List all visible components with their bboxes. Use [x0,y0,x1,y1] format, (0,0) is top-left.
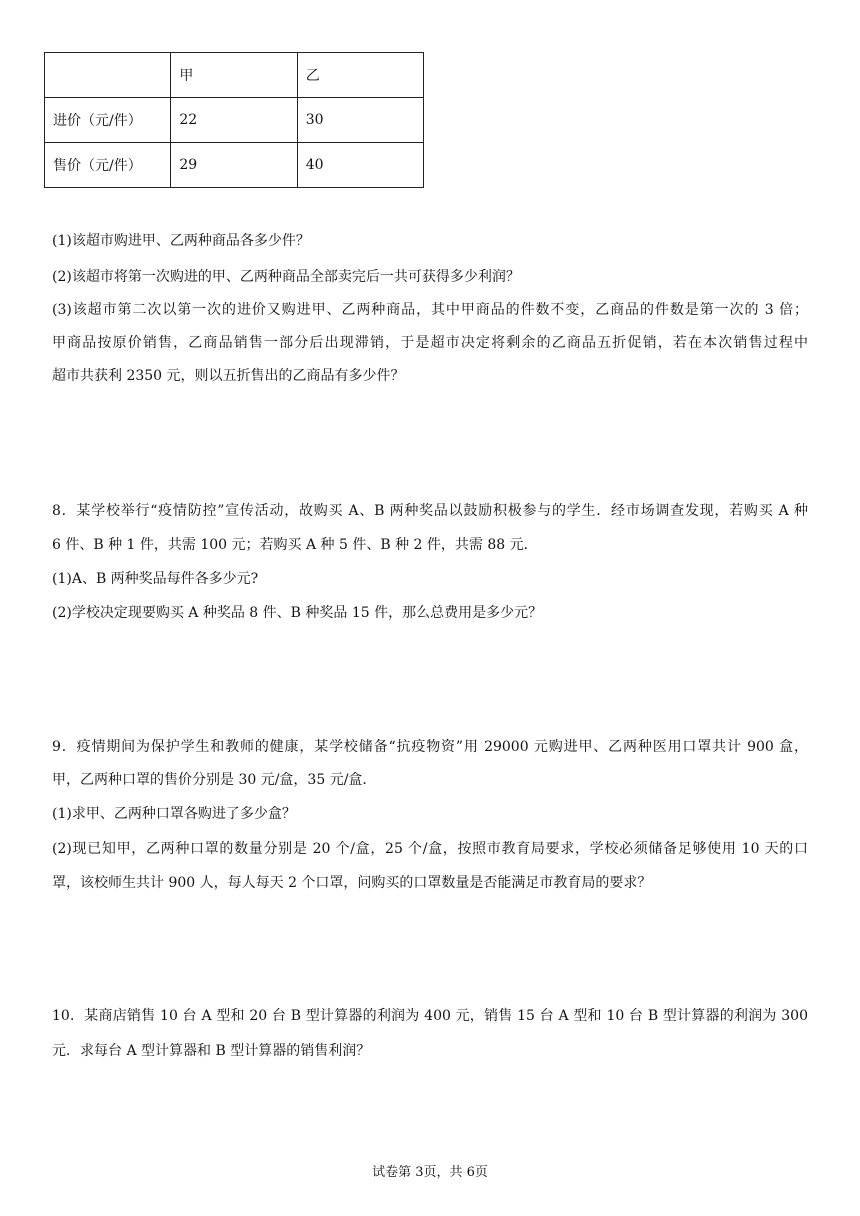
table-cell: 22 [171,98,297,143]
q9-line: 甲，乙两种口罩的售价分别是 30 元/盒，35 元/盒． [52,772,377,788]
q9-line: 9．疫情期间为保护学生和教师的健康，某学校储备“抗疫物资”用 29000 元购进甲、乙两种医用口罩共计 900 盒， [52,739,808,755]
table-cell: 进价（元/件） [45,98,171,143]
q7-line: (2)该超市将第一次购进的甲、乙两种商品全部卖完后一共可获得多少利润？ [52,269,520,285]
q8-line: 6 件、B 种 1 件，共需 100 元；若购买 A 种 5 件、B 种 2 件，共需 88 元． [52,537,538,553]
q9-line: (2)现已知甲，乙两种口罩的数量分别是 20 个/盒，25 个/盒，按照市教育局要求，学校必须储备足够使用 10 天的口 [52,841,808,857]
q9-line: 罩，该校师生共计 900 人，每人每天 2 个口罩，问购买的口罩数量是否能满足市教育局的要求？ [52,875,652,891]
q7-line: 超市共获利 2350 元，则以五折售出的乙商品有多少件？ [52,368,405,384]
q8-line: (2)学校决定现要购买 A 种奖品 8 件、B 种奖品 15 件，那么总费用是多少元？ [52,605,543,621]
table-cell: 30 [297,98,423,143]
q10-line: 元．求每台 A 型计算器和 B 型计算器的销售利润？ [52,1043,371,1059]
table-header-cell [45,53,171,98]
table-cell: 40 [297,143,423,188]
price-table [44,52,424,188]
page-footer: 试卷第 3页，共 6页 [372,1165,488,1180]
q7-line: (1)该超市购进甲、乙两种商品各多少件？ [52,233,310,249]
table-row [45,143,424,188]
q7-line: (3)该超市第二次以第一次的进价又购进甲、乙两种商品，其中甲商品的件数不变，乙商品的件数是第一次的 3 倍； [52,302,808,318]
table-cell: 29 [171,143,297,188]
table-header-cell: 甲 [171,53,297,98]
table-row [45,98,424,143]
q7-line: 甲商品按原价销售，乙商品销售一部分后出现滞销，于是超市决定将剩余的乙商品五折促销，若在本次销售过程中 [52,335,808,351]
q10-line: 10．某商店销售 10 台 A 型和 20 台 B 型计算器的利润为 400 元，销售 15 台 A 型和 10 台 B 型计算器的利润为 300 [52,1008,808,1024]
table-header-row [45,53,424,98]
table-header-cell: 乙 [297,53,423,98]
q8-line: (1)A、B 两种奖品每件各多少元? [52,571,259,587]
table-cell: 售价（元/件） [45,143,171,188]
q9-line: (1)求甲、乙两种口罩各购进了多少盒？ [52,806,296,822]
q8-line: 8．某学校举行“疫情防控”宣传活动，故购买 A、B 两种奖品以鼓励积极参与的学生．经市场调查发现，若购买 A 种 [52,503,808,519]
